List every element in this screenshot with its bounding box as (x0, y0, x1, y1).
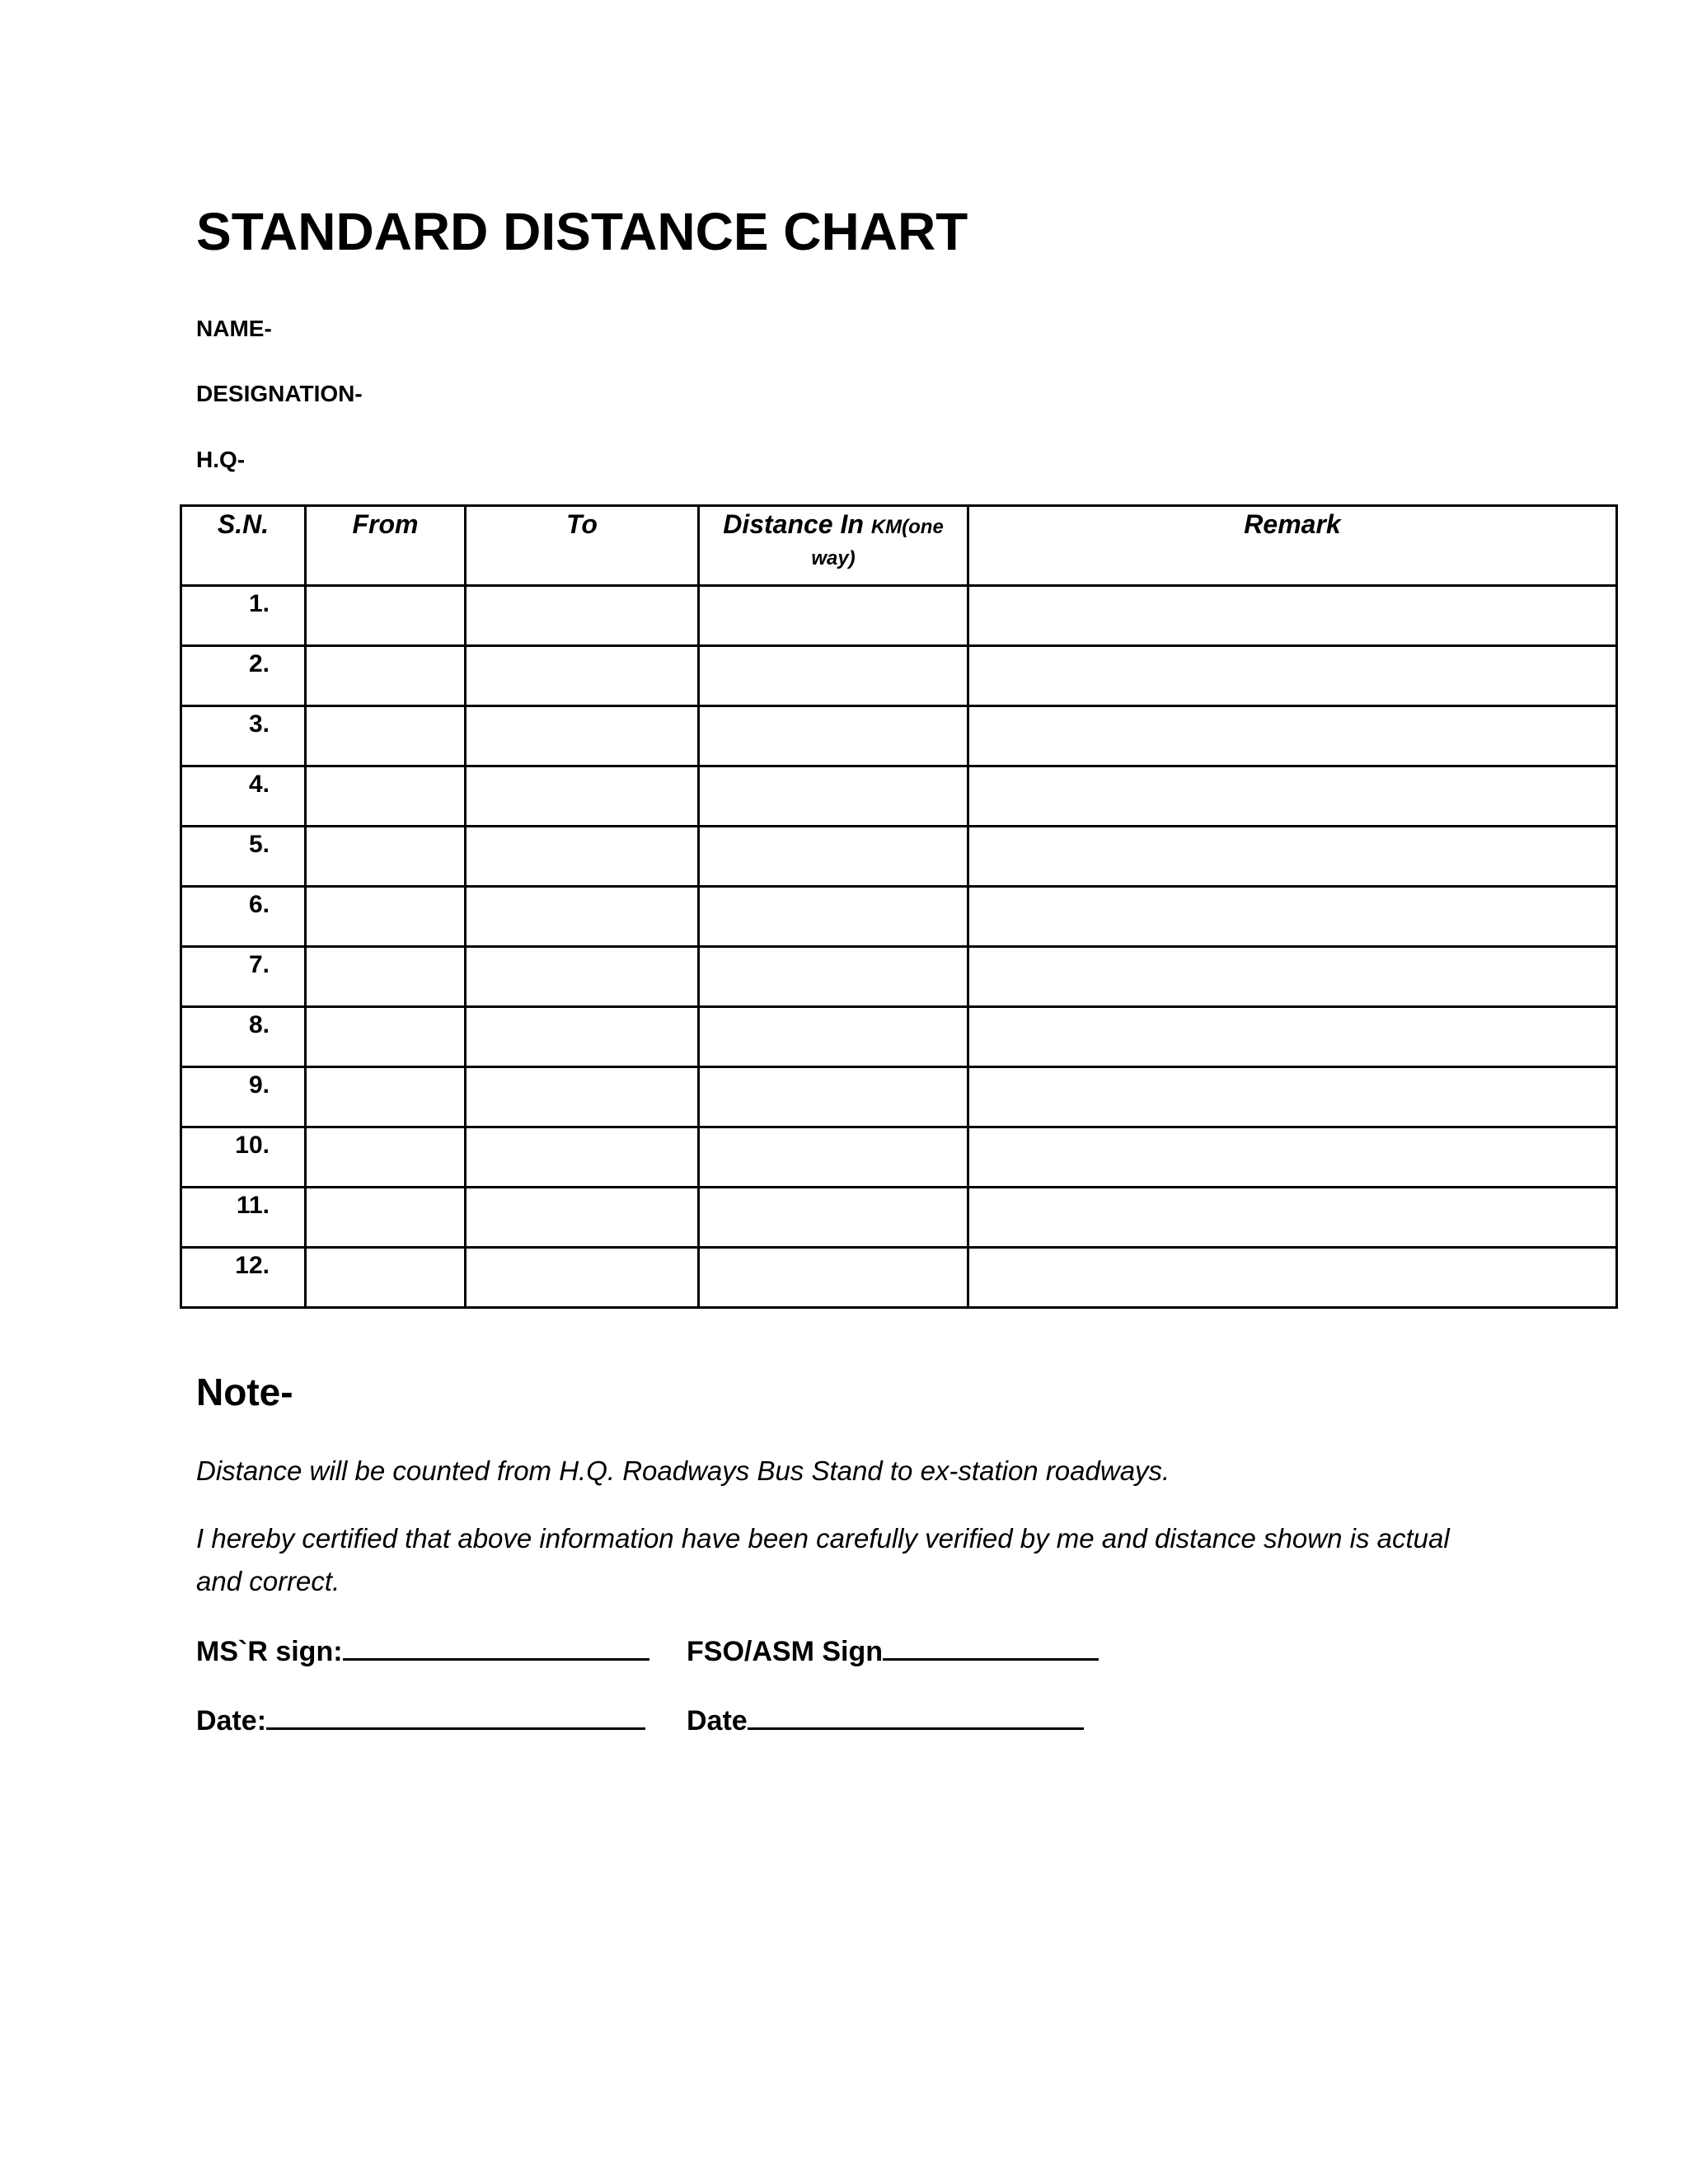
distance-cell[interactable] (699, 706, 968, 766)
note-line-2: I hereby certified that above information have been carefully verified by me and distance shown is actual (196, 1523, 1450, 1554)
distance-cell[interactable] (699, 887, 968, 947)
msr-sign-field[interactable] (196, 1633, 649, 1668)
from-cell[interactable] (306, 646, 466, 706)
remark-cell[interactable] (968, 1127, 1617, 1188)
to-cell[interactable] (466, 1067, 699, 1127)
msr-sign-line[interactable] (343, 1633, 649, 1661)
sn-cell: 7. (181, 947, 306, 1007)
date-left-field[interactable] (196, 1703, 645, 1737)
header-distance-main: Distance In (723, 509, 864, 539)
date-left-line[interactable] (266, 1703, 645, 1730)
header-distance-unit: KM(one (870, 516, 944, 538)
from-cell[interactable] (306, 947, 466, 1007)
to-cell[interactable] (466, 827, 699, 887)
date-right-label: Date (687, 1705, 748, 1736)
to-cell[interactable] (466, 706, 699, 766)
table-row (181, 706, 1617, 766)
table-row (181, 1067, 1617, 1127)
page-title: STANDARD DISTANCE CHART (196, 202, 968, 261)
table-row (181, 586, 1617, 646)
table-row (181, 1127, 1617, 1188)
sn-cell: 6. (181, 887, 306, 947)
from-cell[interactable] (306, 1188, 466, 1248)
to-cell[interactable] (466, 586, 699, 646)
to-cell[interactable] (466, 947, 699, 1007)
to-cell[interactable] (466, 887, 699, 947)
to-cell[interactable] (466, 766, 699, 827)
date-left-label: Date: (196, 1705, 267, 1736)
table-row (181, 887, 1617, 947)
table-row (181, 1007, 1617, 1067)
remark-cell[interactable] (968, 706, 1617, 766)
remark-cell[interactable] (968, 1248, 1617, 1308)
remark-cell[interactable] (968, 947, 1617, 1007)
sn-cell: 4. (181, 766, 306, 827)
from-cell[interactable] (306, 1248, 466, 1308)
to-cell[interactable] (466, 1007, 699, 1067)
sn-cell: 8. (181, 1007, 306, 1067)
distance-cell[interactable] (699, 586, 968, 646)
date-right-field[interactable] (687, 1703, 1084, 1737)
distance-cell[interactable] (699, 766, 968, 827)
distance-cell[interactable] (699, 1067, 968, 1127)
from-cell[interactable] (306, 586, 466, 646)
hq-field-label: H.Q- (196, 447, 246, 472)
note-line-1: Distance will be counted from H.Q. Roadways Bus Stand to ex-station roadways. (196, 1455, 1170, 1486)
fso-sign-line[interactable] (883, 1633, 1099, 1661)
remark-cell[interactable] (968, 1067, 1617, 1127)
sn-cell: 3. (181, 706, 306, 766)
distance-cell[interactable] (699, 1188, 968, 1248)
header-distance-unit2: way) (811, 547, 856, 570)
from-cell[interactable] (306, 827, 466, 887)
fso-sign-field[interactable] (687, 1633, 1099, 1668)
distance-cell[interactable] (699, 827, 968, 887)
distance-chart-table (180, 504, 1618, 1309)
note-heading: Note- (196, 1371, 293, 1413)
table-row (181, 947, 1617, 1007)
distance-cell[interactable] (699, 1007, 968, 1067)
table-row (181, 1248, 1617, 1308)
table-row (181, 827, 1617, 887)
remark-cell[interactable] (968, 827, 1617, 887)
header-sn: S.N. (181, 506, 306, 586)
distance-cell[interactable] (699, 646, 968, 706)
sn-cell: 2. (181, 646, 306, 706)
to-cell[interactable] (466, 646, 699, 706)
to-cell[interactable] (466, 1127, 699, 1188)
msr-sign-label: MS`R sign: (196, 1636, 343, 1667)
remark-cell[interactable] (968, 887, 1617, 947)
header-from: From (306, 506, 466, 586)
sn-cell: 1. (181, 586, 306, 646)
table-row (181, 646, 1617, 706)
table-row (181, 1188, 1617, 1248)
table-header-row (181, 506, 1617, 586)
sn-cell: 12. (181, 1248, 306, 1308)
note-line-3: and correct. (196, 1566, 340, 1596)
distance-cell[interactable] (699, 947, 968, 1007)
header-to: To (466, 506, 699, 586)
remark-cell[interactable] (968, 586, 1617, 646)
sn-cell: 9. (181, 1067, 306, 1127)
sn-cell: 5. (181, 827, 306, 887)
from-cell[interactable] (306, 706, 466, 766)
remark-cell[interactable] (968, 1188, 1617, 1248)
from-cell[interactable] (306, 1067, 466, 1127)
from-cell[interactable] (306, 887, 466, 947)
header-distance (699, 506, 968, 586)
distance-cell[interactable] (699, 1248, 968, 1308)
sn-cell: 10. (181, 1127, 306, 1188)
from-cell[interactable] (306, 1007, 466, 1067)
to-cell[interactable] (466, 1188, 699, 1248)
sn-cell: 11. (181, 1188, 306, 1248)
table-row (181, 766, 1617, 827)
fso-sign-label: FSO/ASM Sign (687, 1636, 883, 1667)
remark-cell[interactable] (968, 1007, 1617, 1067)
designation-field-label: DESIGNATION- (196, 381, 363, 406)
remark-cell[interactable] (968, 646, 1617, 706)
remark-cell[interactable] (968, 766, 1617, 827)
from-cell[interactable] (306, 1127, 466, 1188)
name-field-label: NAME- (196, 316, 272, 341)
date-right-line[interactable] (748, 1703, 1084, 1730)
to-cell[interactable] (466, 1248, 699, 1308)
header-remark: Remark (968, 506, 1617, 586)
from-cell[interactable] (306, 766, 466, 827)
distance-cell[interactable] (699, 1127, 968, 1188)
